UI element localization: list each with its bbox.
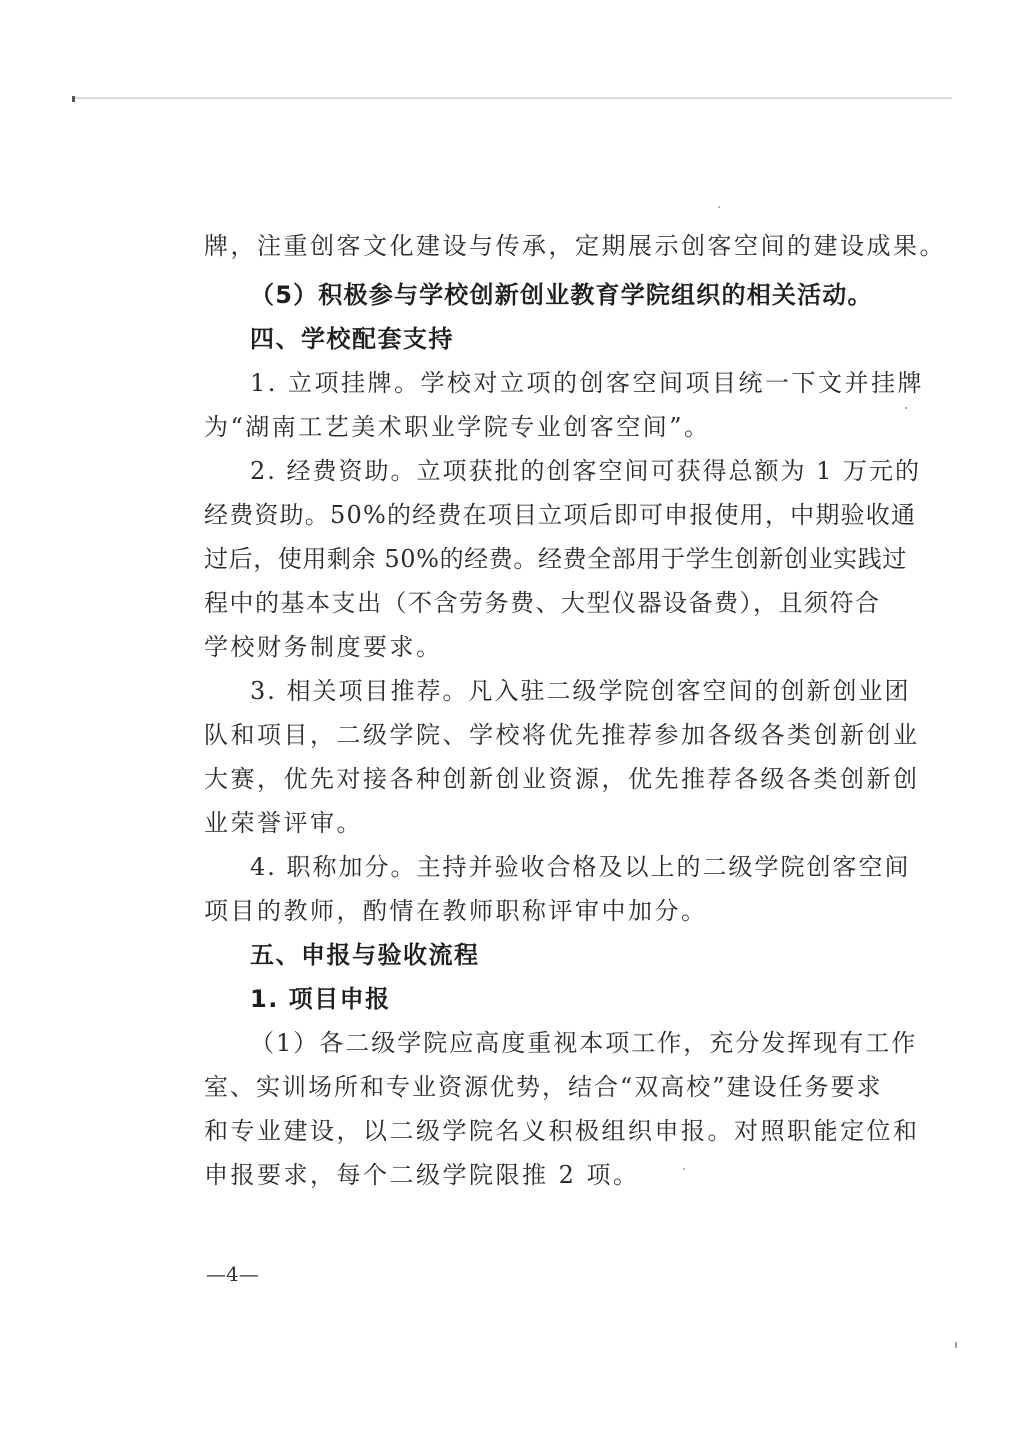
text-line-7: 经费资助。50%的经费在项目立项后即可申报使用，中期验收通 [204, 501, 917, 529]
text-line-6: 2. 经费资助。立项获批的创客空间可获得总额为 1 万元的 [250, 457, 922, 485]
text-line-8: 过后，使用剩余 50%的经费。经费全部用于学生创新创业实践过 [204, 545, 907, 573]
text-line-9: 程中的基本支出（不含劳务费、大型仪器设备费），且须符合 [204, 589, 881, 617]
scan-edge-line [72, 97, 952, 99]
page-number: —4— [206, 1262, 259, 1286]
text-line-14: 业荣誉评审。 [204, 809, 363, 837]
text-line-21: 和专业建设，以二级学院名义积极组织申报。对照职能定位和 [204, 1117, 920, 1145]
text-line-10: 学校财务制度要求。 [204, 633, 443, 661]
text-line-16: 项目的教师，酌情在教师职称评审中加分。 [204, 897, 708, 925]
text-line-2-bold: （5）积极参与学校创新创业教育学院组织的相关活动。 [250, 281, 873, 309]
scan-speck [955, 1342, 957, 1348]
text-line-1: 牌，注重创客文化建设与传承，定期展示创客空间的建设成果。 [204, 232, 946, 260]
text-line-22: 申报要求，每个二级学院限推 2 项。 [204, 1161, 640, 1189]
scan-speck [905, 407, 907, 409]
text-line-19: （1）各二级学院应高度重视本项工作，充分发挥现有工作 [250, 1029, 918, 1057]
text-line-4: 1. 立项挂牌。学校对立项的创客空间项目统一下文并挂牌 [250, 369, 925, 397]
text-line-12: 队和项目，二级学院、学校将优先推荐参加各级各类创新创业 [204, 721, 920, 749]
scan-speck [683, 1168, 685, 1170]
text-line-13: 大赛，优先对接各种创新创业资源，优先推荐各级各类创新创 [204, 765, 920, 793]
scan-corner-mark [72, 96, 75, 102]
subsection-heading-1: 1. 项目申报 [250, 985, 391, 1013]
text-line-5: 为“湖南工艺美术职业学院专业创客空间”。 [204, 413, 711, 441]
text-line-20: 室、实训场所和专业资源优势，结合“双高校”建设任务要求 [204, 1073, 883, 1101]
text-line-11: 3. 相关项目推荐。凡入驻二级学院创客空间的创新创业团 [250, 677, 911, 705]
scan-speck [718, 206, 720, 208]
section-heading-4: 四、学校配套支持 [250, 325, 454, 353]
text-line-15: 4. 职称加分。主持并验收合格及以上的二级学院创客空间 [250, 853, 911, 881]
section-heading-5: 五、申报与验收流程 [250, 941, 480, 969]
